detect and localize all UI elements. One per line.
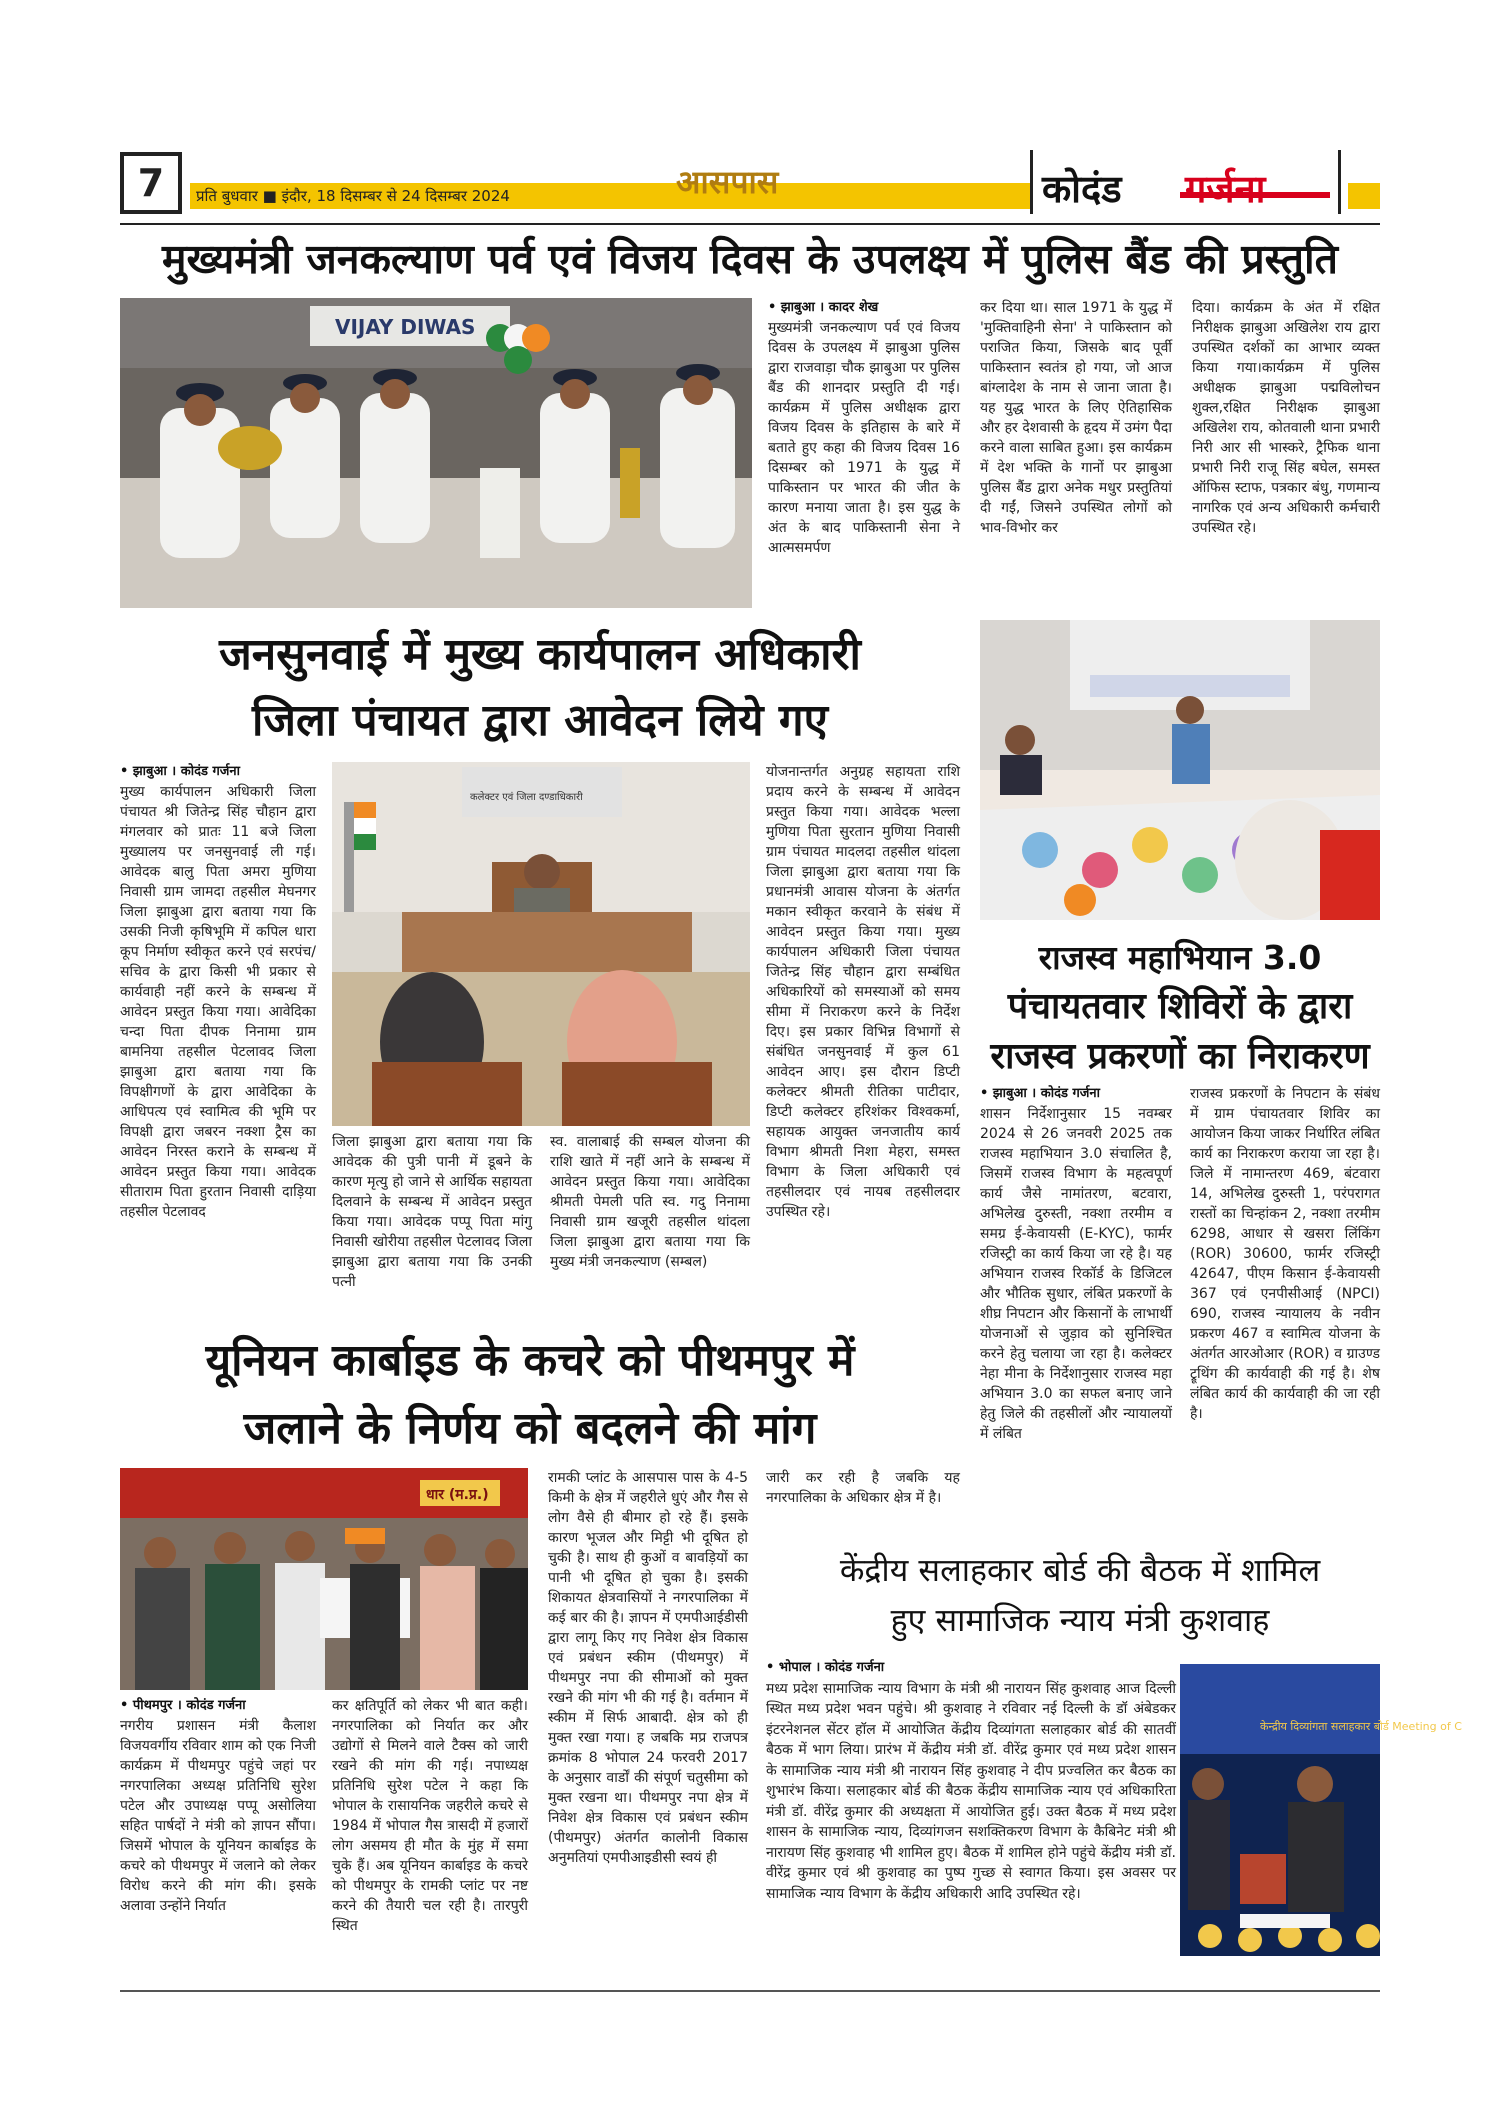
story3-col1 <box>980 1084 1172 1534</box>
story3-photo <box>980 620 1380 920</box>
story5-text: मध्य प्रदेश सामाजिक न्याय विभाग के मंत्री श्री नारायन सिंह कुशवाह आज दिल्ली स्थित मध्य प्रदेश भवन पहुंचे। श्री कुशवाह ने रविवार नई दिल्ली के डॉ अंबेडकर इंटरनेशनल सेंटर हॉल में आयोजित केंद्रीय दिव्यांगता सलाहकार बोर्ड की सातवीं बैठक में भाग लिया। प्रारंभ में केंद्रीय मंत्री डॉ. वीरेंद्र कुमार एवं मध्य प्रदेश शासन के सामाजिक न्याय मंत्री श्री नारायन सिंह कुशवाह ने दीप प्रज्वलित कर बैठक का शुभारंभ किया। सलाहकार बोर्ड की बैठक केंद्रीय सामाजिक न्याय एवं अधिकारिता मंत्री डॉ. वीरेंद्र कुमार की अध्यक्षता में आयोजित हुई। उक्त बैठक में मध्य प्रदेश शासन के सामाजिक न्याय, दिव्यांगजन सशक्तिकरण विभाग के कैबिनेट मंत्री श्री नारायण सिंह कुशवाह भी शामिल हुए। बैठक में शामिल होने पहुंचे केंद्रीय मंत्री डॉ. वीरेंद्र कुमार एवं श्री कुशवाह का पुष्प गुच्छ से स्वागत किया। इस अवसर पर सामाजिक न्याय विभाग के केंद्रीय अधिकारी आदि उपस्थित रहे। <box>766 1680 1176 1902</box>
story4-col3: रामकी प्लांट के आसपास पास के 4-5 किमी के क्षेत्र में जहरीले धुएं और गैस से लोग वैसे ही बीमार हो रहे हैं। इसके कारण भूजल और मिट्टी भी दूषित हो चुकी है। साथ ही कुओं व बावड़ियों का पानी भी दूषित हो चुका है। इसकी शिकायत क्षेत्रवासियों ने नगरपालिका में कई बार की है। ज्ञापन में एमपीआईडीसी द्वारा लागू किए गए निवेश क्षेत्र विकास एवं प्रबंधन स्कीम (पीथमपुर) में पीथमपुर नपा की सीमाओं को मुक्त रखने की मांग भी की गई है। वर्तमान में स्कीम में सिर्फ आबादी. क्षेत्र को ही मुक्त रखा गया। ह जबकि मप्र राजपत्र क्रमांक 8 भोपाल 24 फरवरी 2017 के अनुसार वार्डों की संपूर्ण चतुसीमा को मुक्त रखना था। पीथमपुर नपा क्षेत्र में निवेश क्षेत्र विकास एवं प्रबंधन स्कीम (पीथमपुर) अंतर्गत कालोनी विकास अनुमतियां एमपीआइडीसी स्वयं ही <box>548 1470 748 1866</box>
story3-text-1: शासन निर्देशानुसार 15 नवम्बर 2024 से 26 जनवरी 2025 तक राजस्व महाभियान 3.0 संचालित है, जिसमें राजस्व विभाग के महत्वपूर्ण कार्य जैसे नामांतरण, बटवारा, अभिलेख दुरुस्ती, नक्शा तरमीम व समग्र ई-केवायसी (E-KYC), फार्मर रजिस्ट्री का कार्य किया जा रहे है। यह अभियान राजस्व रिकॉर्ड के डिजिटल और भौतिक सुधार, लंबित प्रकरणों के शीघ्र निपटान और किसानों के लाभार्थी योजनाओं से जुड़ाव को सुनिश्चित करने हेतु चलाया जा रहा है। कलेक्टर नेहा मीना के निर्देशानुसार राजस्व महा अभियान 3.0 का सफल बनाए जाने हेतु जिले की तहसीलों और न्यायालयों में लंबित <box>980 1106 1172 1442</box>
story3-headline-2: पंचायतवार शिविरों के द्वारा <box>1007 986 1353 1027</box>
story1-headline: मुख्यमंत्री जनकल्याण पर्व एवं विजय दिवस के उपलक्ष्य में पुलिस बैंड की प्रस्तुति <box>162 235 1338 283</box>
story2-text-1: मुख्य कार्यपालन अधिकारी जिला पंचायत श्री जितेन्द्र सिंह चौहान द्वारा मंगलवार को प्रातः 11 बजे जिला मुख्यालय पर जनसुनवाई ली गई। आवेदक बालु पिता अमरा मुणिया निवासी ग्राम जामदा तहसील मेघनगर जिला झाबुआ द्वारा बताया गया कि उसकी निजी कृषिभूमि में कपिल धारा कूप निर्माण स्वीकृत करने एवं सरपंच/सचिव के द्वारा किसी भी प्रकार से कार्यवाही नहीं करने के सम्बन्ध में आवेदन प्रस्तुत किया गया। आवेदिका चन्दा पिता दीपक निनामा ग्राम बामनिया तहसील पेटलावद जिला झाबुआ द्वारा बताया गया कि विपक्षीगणों के द्वारा आवेदिका के आधिपत्य एवं स्वामित्व की भूमि पर विपक्षी द्वारा जबरन नक्शा ट्रैस का आवेदन निरस्त कराने के सम्बन्ध में आवेदन प्रस्तुत किया गया। आवेदक सीताराम पिता हुरतान निवासी दाड़िया तहसील पेटलावद <box>120 784 316 1220</box>
story2-photo <box>332 762 750 1126</box>
footer-rule <box>120 1990 1380 1992</box>
story3-headline-1: राजस्व महाभियान 3.0 <box>1038 938 1322 977</box>
story2-col1 <box>120 762 316 1352</box>
story5-headline-1: केंद्रीय सलाहकार बोर्ड की बैठक में शामिल <box>839 1551 1321 1589</box>
story1-byline: • झाबुआ । कादर शेख <box>768 300 879 315</box>
edition-line: प्रति बुधवार ■ इंदौर, 18 दिसम्बर से 24 दिसम्बर 2024 <box>196 187 510 205</box>
story1-text-1: मुख्यमंत्री जनकल्याण पर्व एवं विजय दिवस के उपलक्ष्य में झाबुआ पुलिस द्वारा राजवाड़ा चौक झाबुआ पर पुलिस बैंड की शानदार प्रस्तुति दी गई। कार्यक्रम में पुलिस अधीक्षक द्वारा विजय दिवस के इतिहास के बारे में बताते हुए कहा की विजय दिवस 16 दिसम्बर को 1971 के युद्ध में पाकिस्तान पर भारत की जीत के कारण मनाया जाता है। इस युद्ध के अंत के बाद पाकिस्तानी सेना ने आत्मसमर्पण <box>768 320 960 556</box>
page-number: 7 <box>120 152 182 214</box>
story2-headline-1: जनसुनवाई में मुख्य कार्यपालन अधिकारी <box>219 629 861 680</box>
logo-divider <box>1030 150 1033 214</box>
story1-col3: दिया। कार्यक्रम के अंत में रक्षित निरीक्षक झाबुआ अखिलेश राय द्वारा उपस्थित दर्शकों का आभार व्यक्त किया गया।कार्यक्रम में पुलिस अधीक्षक झाबुआ पद्मविलोचन शुक्ल,रक्षित निरीक्षक झाबुआ अखिलेश राय, कोतवाली थाना प्रभारी निरी आर सी भास्करे, ट्रैफिक थाना प्रभारी निरी राजू सिंह बघेल, समस्त ऑफिस स्टाफ, पत्रकार बंधु, गणमान्य नागरिक एवं अन्य अधिकारी कर्मचारी उपस्थित रहे। <box>1192 300 1380 536</box>
story5-body <box>766 1658 1176 1990</box>
story5-headline-2: हुए सामाजिक न्याय मंत्री कुशवाह <box>890 1601 1270 1639</box>
backdrop-text: केन्द्रीय दिव्यांगता सलाहकार बोर्ड Meeting of C <box>1260 1720 1462 1733</box>
logo-garjana: गर्जना <box>1185 167 1266 211</box>
story2-col3: स्व. वालाबाई की सम्बल योजना की राशि खाते में नहीं आने के सम्बन्ध में आवेदन प्रस्तुत किया गया। आवेदिका श्रीमती पेमली पति स्व. गदु निनामा निवासी ग्राम खजूरी तहसील थांदला जिला झाबुआ द्वारा बताया गया कि मुख्य मंत्री जनकल्याण (सम्बल) <box>550 1134 750 1270</box>
story4-photo <box>120 1468 528 1690</box>
story3-col2: राजस्व प्रकरणों के निपटान के संबंध में ग्राम पंचायतवार शिविर का आयोजन किया जाकर निर्धारित लंबित कार्य का निराकरण कराया जा रहा है। जिले में नामान्तरण 469, बंटवारा 14, अभिलेख दुरुस्ती 1, परंपरागत रास्तों का चिन्हांकन 2, नक्शा तरमीम 6298, आधार से खसरा लिंकिंग (ROR) 30600, फार्मर रजिस्ट्री 42647, पीएम किसान ई-केवायसी 367 एवं एनपीसीआई (NPCI) 690, राजस्व न्यायालय के नवीन प्रकरण 467 व स्वामित्व योजना के अंतर्गत आरओआर (ROR) व ग्राउण्ड ट्रूथिंग की कार्यवाही की गई है। शेष लंबित कार्य की कार्यवाही की जा रही है। <box>1190 1086 1380 1422</box>
header-bar-end <box>1348 183 1380 209</box>
story3-headline-3: राजस्व प्रकरणों का निराकरण <box>990 1036 1370 1077</box>
story1-col2: कर दिया था। साल 1971 के युद्ध में 'मुक्तिवाहिनी सेना' ने पाकिस्तान को पराजित किया, जिसके बाद पूर्वी पाकिस्तान स्वतंत्र हो गया, जो आज बांग्लादेश के नाम से जाना जाता है। यह युद्ध भारत के लिए ऐतिहासिक और हर देशवासी के हृदय में उमंग पैदा करने वाला साबित हुआ। इस कार्यक्रम में देश भक्ति के गानों पर झाबुआ पुलिस बैंड द्वारा अनेक मधुर प्रस्तुतियां दी गईं, जिसने उपस्थित लोगों को भाव-विभोर कर <box>980 300 1172 536</box>
story4-byline: • पीथमपुर । कोदंड गर्जना <box>120 1698 246 1713</box>
header-rule <box>120 223 1380 225</box>
story2-col2: जिला झाबुआ द्वारा बताया गया कि आवेदक की पुत्री पानी में डूबने के कारण मृत्यु हो जाने से आर्थिक सहायता दिलवाने के सम्बन्ध में आवेदन प्रस्तुत किया गया। आवेदक पप्पू पिता मांगु निवासी खोरीया तहसील पेटलावद जिला झाबुआ द्वारा बताया गया कि उनकी पत्नी <box>332 1134 532 1290</box>
story3-byline: • झाबुआ । कोदंड गर्जना <box>980 1086 1100 1101</box>
story4-col4: जारी कर रही है जबकि यह नगरपालिका के अधिकार क्षेत्र में है। <box>766 1470 960 1506</box>
banner-text: धार (म.प्र.) <box>426 1487 489 1503</box>
story5-photo <box>1180 1664 1462 1956</box>
logo-divider <box>1338 150 1341 214</box>
logo-kodand: कोदंड <box>1042 167 1122 211</box>
story4-col2: कर क्षतिपूर्ति को लेकर भी बात कही। नगरपालिका को निर्यात कर और उद्योगों से मिलने वाले टैक्स को जारी रखने की मांग की गई। नपाध्यक्ष प्रतिनिधि सुरेश पटेल ने कहा कि भोपाल के रासायनिक जहरीले कचरे से 1984 में भोपाल गैस त्रासदी में हजारों लोग असमय ही मौत के मुंह में समा चुके हैं। अब यूनियन कार्बाइड के कचरे को पीथमपुर के रामकी प्लांट पर नष्ट करने की तैयारी चल रही है। तारपुरी स्थित <box>332 1698 528 1934</box>
story1-photo <box>120 298 752 608</box>
story2-col4: योजनान्तर्गत अनुग्रह सहायता राशि प्रदाय करने के सम्बन्ध में आवेदन प्रस्तुत किया गया। आवेदक भल्ला मुणिया पिता सुरतान मुणिया निवासी ग्राम पंचायत मादलदा तहसील थांदला जिला झाबुआ द्वारा बताया गया कि प्रधानमंत्री आवास योजना के अंतर्गत मकान स्वीकृत करवाने के संबंध में आवेदन प्रस्तुत किया गया। मुख्य कार्यपालन अधिकारी जिला पंचायत जितेन्द्र सिंह चौहान द्वारा सम्बंधित अधिकारियों को समस्याओं को समय सीमा में निराकरण करने के निर्देश दिए। इस प्रकार विभिन्न विभागों से संबंधित जनसुनवाई में कुल 61 आवेदन आए। इस दौरान डिप्टी कलेक्टर श्रीमती रीतिका पाटीदार, डिप्टी कलेक्टर हरिशंकर विश्वकर्मा, सहायक आयुक्त जनजातीय कार्य विभाग श्रीमती निशा मेहरा, समस्त विभाग के जिला अधिकारी एवं तहसीलदार एवं नायब तहसीलदार उपस्थित रहे। <box>766 764 960 1220</box>
story2-headline-2: जिला पंचायत द्वारा आवेदन लिये गए <box>252 695 828 746</box>
story4-col1 <box>120 1696 316 1990</box>
banner-text: VIJAY DIWAS <box>335 315 476 339</box>
story5-byline: • भोपाल । कोदंड गर्जना <box>766 1660 885 1675</box>
office-board-text: कलेक्टर एवं जिला दण्डाधिकारी <box>470 792 583 803</box>
story4-headline-1: यूनियन कार्बाइड के कचरे को पीथमपुर में <box>205 1335 855 1386</box>
story1-col1 <box>768 298 960 608</box>
story2-byline: • झाबुआ । कोदंड गर्जना <box>120 764 240 779</box>
story4-text-1: नगरीय प्रशासन मंत्री कैलाश विजयवर्गीय रविवार शाम को एक निजी कार्यक्रम में पीथमपुर पहुंचे जहां पर नगरपालिका अध्यक्ष प्रतिनिधि सुरेश पटेल और उपाध्यक्ष पप्पू असोलिया सहित पार्षदों ने मंत्री को ज्ञापन सौंपा। जिसमें भोपाल के यूनियन कार्बाइड के कचरे को पीथमपुर में जलाने को लेकर विरोध करने की मांग की। इसके अलावा उन्होंने निर्यात <box>120 1718 316 1914</box>
section-title: आसपास <box>676 163 779 201</box>
story4-headline-2: जलाने के निर्णय को बदलने की मांग <box>243 1403 817 1454</box>
